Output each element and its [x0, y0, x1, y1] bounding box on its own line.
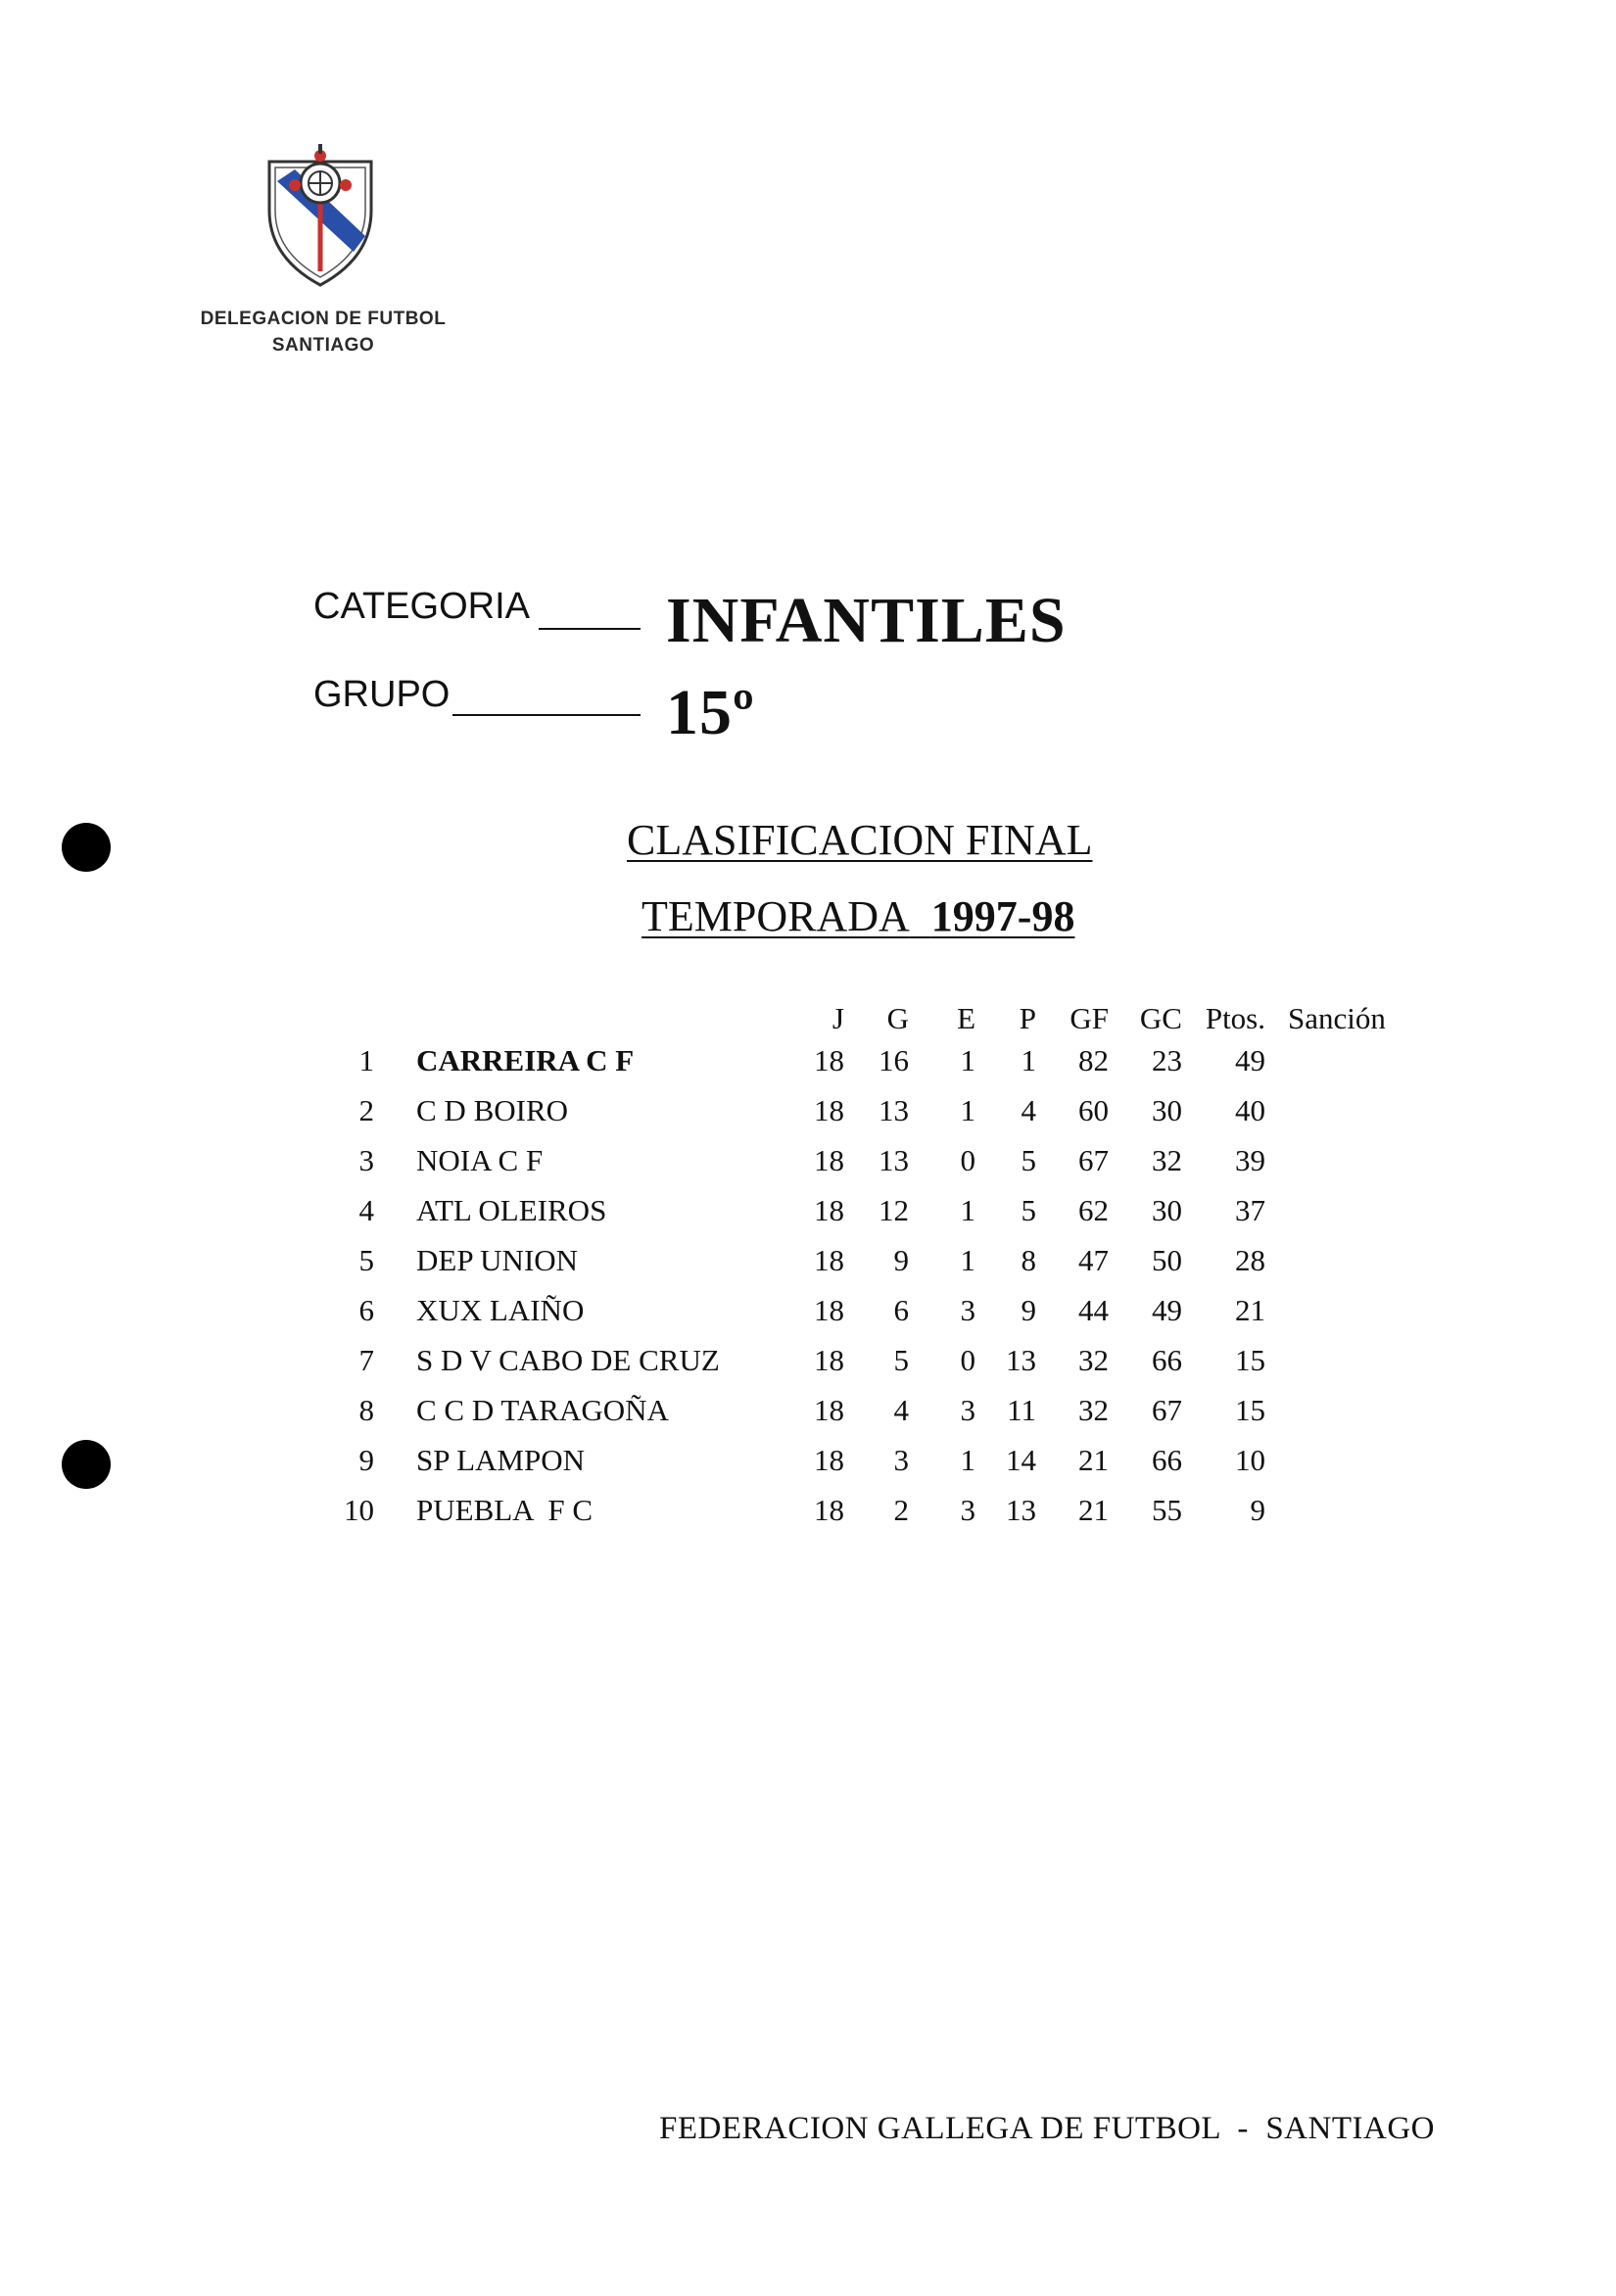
row-gc: 66	[1152, 1443, 1182, 1477]
row-pts: 28	[1235, 1243, 1265, 1277]
row-gc: 49	[1152, 1293, 1182, 1327]
row-gf: 32	[1078, 1393, 1109, 1427]
row-team: CARREIRA C F	[416, 1043, 635, 1077]
punch-hole-bottom	[62, 1440, 111, 1489]
row-gf: 82	[1078, 1043, 1109, 1077]
row-g: 13	[879, 1143, 909, 1177]
row-e: 1	[960, 1193, 975, 1227]
row-p: 8	[1021, 1243, 1036, 1277]
logo-text-line1: DELEGACION DE FUTBOL	[200, 309, 447, 329]
table-row	[323, 1393, 1450, 1432]
temporada-label: TEMPORADA	[642, 892, 910, 940]
table-row	[323, 1443, 1450, 1482]
row-team: NOIA C F	[416, 1143, 544, 1177]
row-g: 13	[879, 1093, 909, 1127]
table-row	[323, 1343, 1450, 1382]
punch-hole-top	[62, 823, 111, 872]
title-temporada	[642, 891, 1074, 941]
row-gf: 21	[1078, 1493, 1109, 1527]
row-position: 3	[358, 1143, 374, 1177]
row-gc: 67	[1152, 1393, 1182, 1427]
table-row	[323, 1193, 1450, 1232]
row-team: S D V CABO DE CRUZ	[416, 1343, 720, 1377]
row-g: 5	[893, 1343, 909, 1377]
table-row	[323, 1293, 1450, 1332]
row-p: 5	[1021, 1143, 1036, 1177]
row-j: 18	[814, 1343, 844, 1377]
row-gf: 67	[1078, 1143, 1109, 1177]
row-p: 11	[1007, 1393, 1036, 1427]
row-gc: 55	[1152, 1493, 1182, 1527]
row-g: 3	[893, 1443, 909, 1477]
row-e: 0	[960, 1143, 975, 1177]
row-e: 1	[960, 1243, 975, 1277]
row-j: 18	[814, 1293, 844, 1327]
grupo-rule	[452, 714, 641, 716]
row-pts: 10	[1235, 1443, 1265, 1477]
row-gc: 66	[1152, 1343, 1182, 1377]
row-position: 4	[358, 1193, 374, 1227]
row-position: 8	[358, 1393, 374, 1427]
row-pts: 39	[1235, 1143, 1265, 1177]
row-j: 18	[814, 1243, 844, 1277]
row-e: 1	[960, 1043, 975, 1077]
grupo-label: GRUPO	[313, 674, 451, 715]
col-header-j: J	[832, 1001, 844, 1035]
row-pts: 49	[1235, 1043, 1265, 1077]
row-position: 10	[344, 1493, 374, 1527]
col-header-e: E	[957, 1001, 975, 1035]
row-p: 5	[1021, 1193, 1036, 1227]
row-j: 18	[814, 1043, 844, 1077]
col-header-p: P	[1019, 1001, 1036, 1035]
row-gf: 47	[1078, 1243, 1109, 1277]
row-j: 18	[814, 1143, 844, 1177]
row-e: 0	[960, 1343, 975, 1377]
row-e: 3	[960, 1393, 975, 1427]
row-gc: 23	[1152, 1043, 1182, 1077]
col-header-g: G	[886, 1001, 909, 1035]
col-header-gc: GC	[1139, 1001, 1182, 1035]
row-position: 6	[358, 1293, 374, 1327]
row-team: ATL OLEIROS	[416, 1193, 607, 1227]
row-p: 13	[1006, 1493, 1036, 1527]
row-p: 13	[1006, 1343, 1036, 1377]
row-g: 12	[879, 1193, 909, 1227]
table-header-row	[323, 1001, 1450, 1040]
row-team: SP LAMPON	[416, 1443, 585, 1477]
categoria-label: CATEGORIA	[313, 586, 530, 627]
row-gf: 32	[1078, 1343, 1109, 1377]
col-header-ptos: Ptos.	[1205, 1001, 1265, 1035]
row-gc: 32	[1152, 1143, 1182, 1177]
row-j: 18	[814, 1093, 844, 1127]
row-pts: 37	[1235, 1193, 1265, 1227]
crest-shield-icon	[261, 142, 379, 289]
row-pts: 9	[1250, 1493, 1265, 1527]
row-pts: 40	[1235, 1093, 1265, 1127]
row-g: 9	[893, 1243, 909, 1277]
row-team: C C D TARAGOÑA	[416, 1393, 669, 1427]
table-row	[323, 1093, 1450, 1132]
col-header-sancion: Sanción	[1288, 1001, 1386, 1035]
grupo-value: 15º	[666, 677, 755, 748]
row-j: 18	[814, 1443, 844, 1477]
row-p: 4	[1021, 1093, 1036, 1127]
row-position: 1	[358, 1043, 374, 1077]
row-p: 9	[1021, 1293, 1036, 1327]
row-j: 18	[814, 1493, 844, 1527]
row-j: 18	[814, 1193, 844, 1227]
table-row	[323, 1143, 1450, 1182]
row-position: 2	[358, 1093, 374, 1127]
row-gf: 44	[1078, 1293, 1109, 1327]
row-e: 3	[960, 1493, 975, 1527]
row-gc: 30	[1152, 1193, 1182, 1227]
row-g: 2	[893, 1493, 909, 1527]
row-j: 18	[814, 1393, 844, 1427]
row-pts: 15	[1235, 1343, 1265, 1377]
row-gf: 60	[1078, 1093, 1109, 1127]
row-gf: 62	[1078, 1193, 1109, 1227]
row-pts: 15	[1235, 1393, 1265, 1427]
row-e: 1	[960, 1443, 975, 1477]
row-p: 1	[1021, 1043, 1036, 1077]
col-header-gf: GF	[1069, 1001, 1109, 1035]
footer-text: FEDERACION GALLEGA DE FUTBOL - SANTIAGO	[659, 2111, 1435, 2146]
logo-text-line2: SANTIAGO	[271, 335, 375, 356]
row-g: 16	[879, 1043, 909, 1077]
table-row	[323, 1243, 1450, 1282]
row-team: DEP UNION	[416, 1243, 579, 1277]
row-position: 7	[358, 1343, 374, 1377]
row-team: XUX LAIÑO	[416, 1293, 585, 1327]
categoria-value: INFANTILES	[666, 585, 1067, 656]
row-e: 1	[960, 1093, 975, 1127]
row-e: 3	[960, 1293, 975, 1327]
temporada-season: 1997-98	[930, 892, 1075, 940]
row-position: 5	[358, 1243, 374, 1277]
row-g: 4	[893, 1393, 909, 1427]
row-team: PUEBLA F C	[416, 1493, 594, 1527]
table-row	[323, 1493, 1450, 1532]
row-pts: 21	[1235, 1293, 1265, 1327]
row-g: 6	[893, 1293, 909, 1327]
table-row	[323, 1043, 1450, 1082]
title-clasificacion: CLASIFICACION FINAL	[627, 816, 1093, 864]
row-p: 14	[1006, 1443, 1036, 1477]
row-gc: 50	[1152, 1243, 1182, 1277]
row-team: C D BOIRO	[416, 1093, 569, 1127]
categoria-rule	[539, 628, 641, 630]
row-position: 9	[358, 1443, 374, 1477]
row-gf: 21	[1078, 1443, 1109, 1477]
row-gc: 30	[1152, 1093, 1182, 1127]
